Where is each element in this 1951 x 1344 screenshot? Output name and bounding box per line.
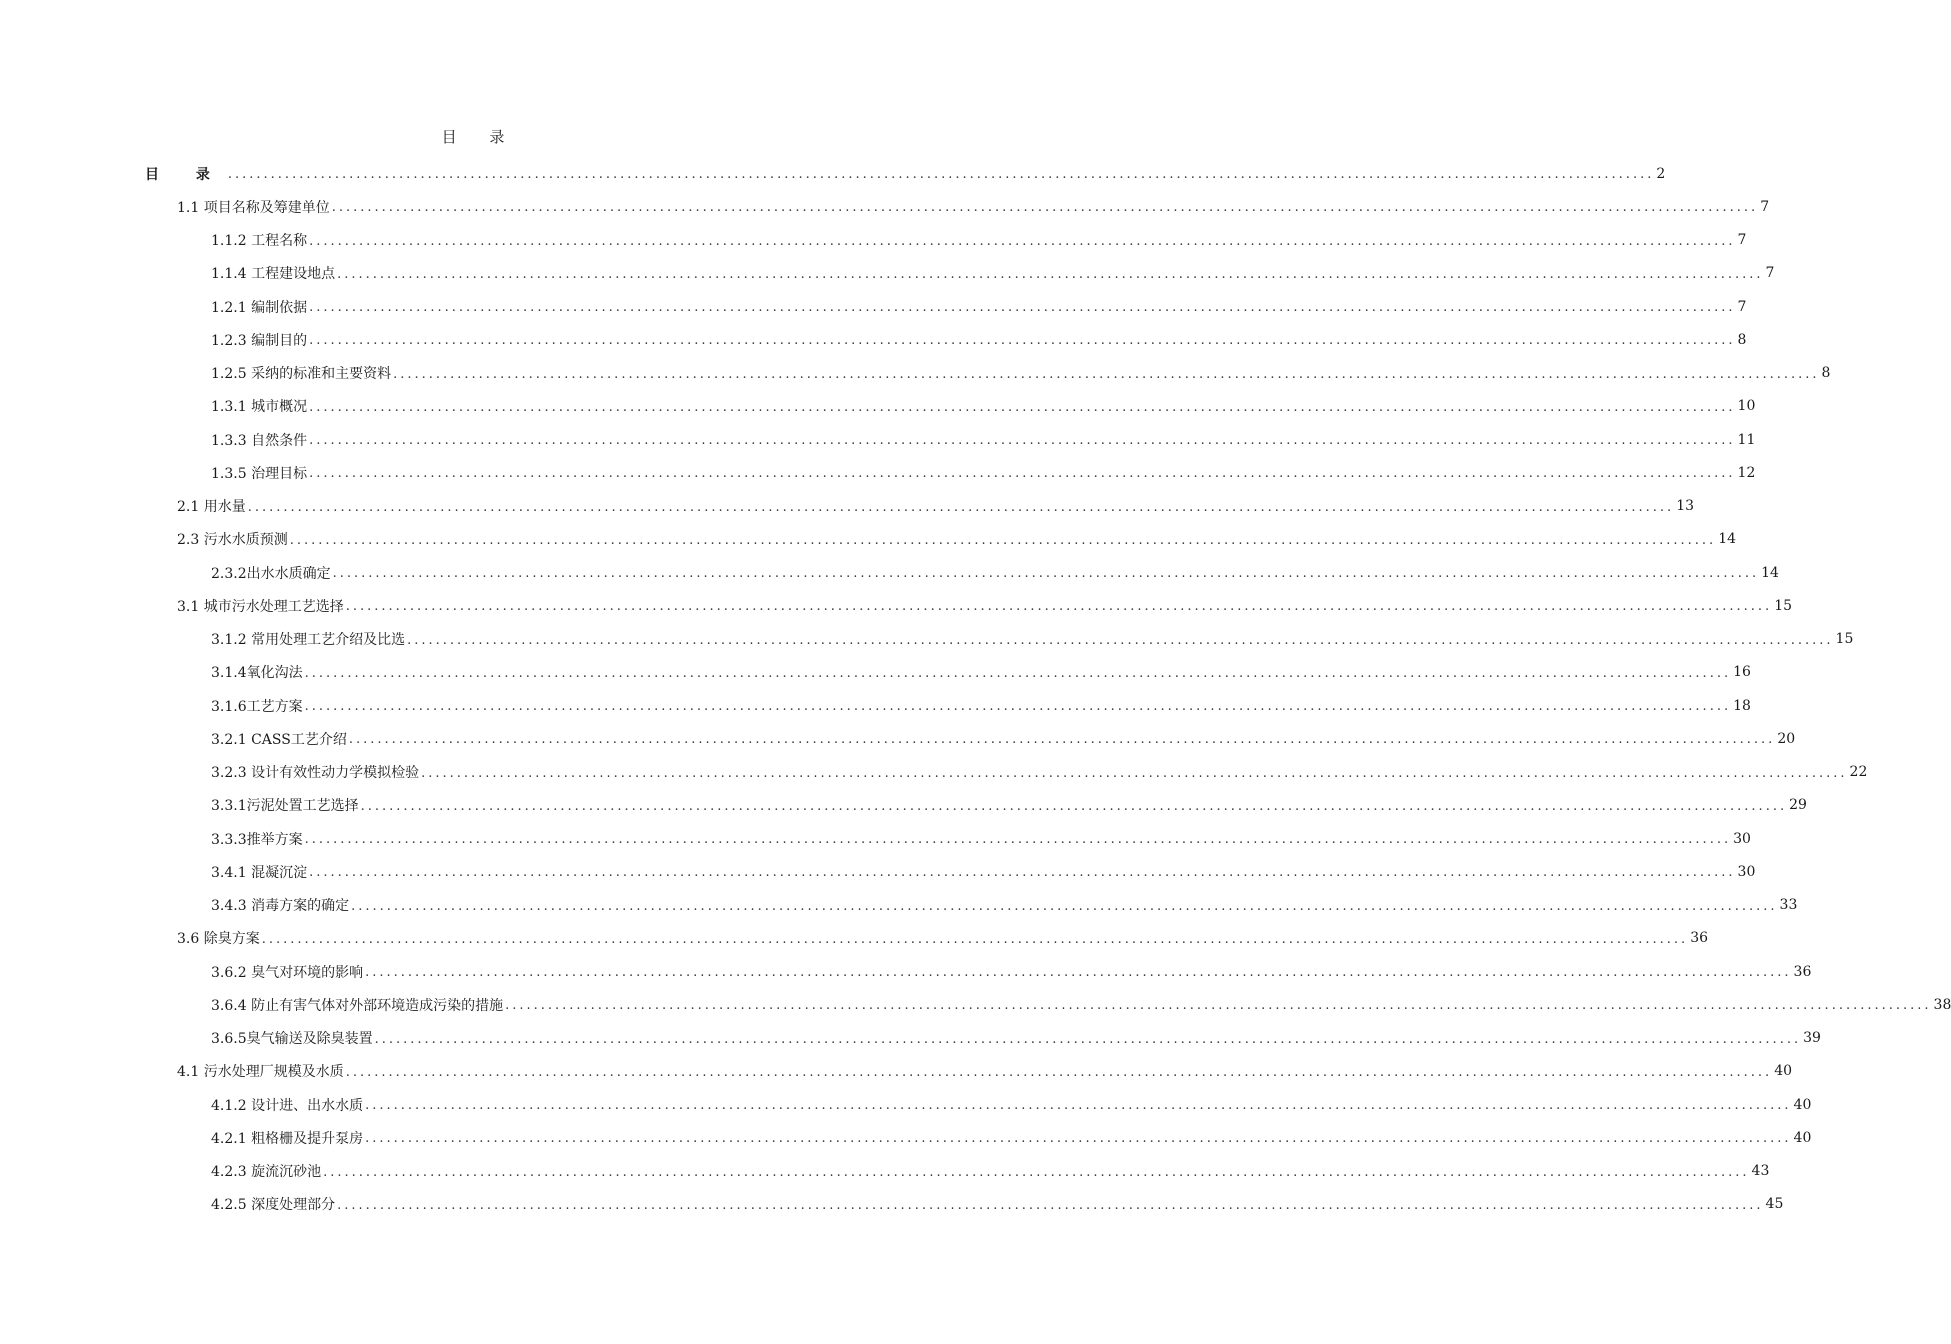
toc-entry-label: 3.6.4 防止有害气体对外部环境造成污染的措施	[211, 997, 504, 1014]
toc-entry[interactable]	[0, 623, 1854, 656]
dot-leader: ........................................................................................................................................................................................................	[374, 1031, 1802, 1047]
dot-leader: ........................................................................................................................................................................................................	[323, 1164, 1750, 1180]
toc-entry[interactable]	[0, 290, 1747, 323]
toc-entry-page-number: 20	[1777, 730, 1796, 747]
toc-entry-page-number: 7	[1737, 232, 1747, 249]
toc-entry[interactable]	[0, 390, 1756, 423]
dot-leader: ........................................................................................................................................................................................................	[365, 1098, 1792, 1114]
toc-entry[interactable]	[0, 589, 1793, 622]
toc-entry-page-number: 43	[1751, 1163, 1770, 1180]
toc-entry-page-number: 30	[1733, 830, 1751, 847]
toc-entry[interactable]	[0, 1088, 1812, 1121]
dot-leader: ........................................................................................................................................................................................................	[365, 965, 1792, 981]
toc-entry-label: 1.2.3 编制目的	[211, 332, 308, 349]
dot-leader: ........................................................................................................................................................................................................	[421, 765, 1848, 781]
toc-entry-page-number: 11	[1737, 431, 1756, 448]
dot-leader: ........................................................................................................................................................................................................	[407, 632, 1834, 648]
page-title: 目 录	[441, 128, 519, 146]
toc-entry[interactable]	[0, 922, 1709, 955]
toc-entry-page-number: 30	[1737, 863, 1756, 880]
toc-entry[interactable]	[0, 1055, 1793, 1088]
toc-entry-label: 4.2.3 旋流沉砂池	[211, 1164, 322, 1181]
toc-entry-page-number: 2	[1656, 165, 1666, 182]
toc-entry[interactable]	[0, 456, 1756, 489]
toc-entry[interactable]	[0, 1188, 1784, 1221]
toc-entry[interactable]	[0, 257, 1775, 290]
toc-entry-page-number: 45	[1765, 1196, 1784, 1213]
toc-entry[interactable]	[0, 1121, 1812, 1154]
toc-entry-label: 1.2.1 编制依据	[211, 299, 308, 316]
dot-leader: ........................................................................................................................................................................................................	[351, 898, 1778, 914]
toc-entry-label: 3.3.3推举方案	[211, 831, 303, 848]
toc-entry-label: 1.1 项目名称及筹建单位	[177, 199, 330, 216]
dot-leader: ........................................................................................................................................................................................................	[309, 865, 1736, 881]
toc-entry-page-number: 14	[1718, 531, 1737, 548]
toc-entry-label: 2.3 污水水质预测	[177, 532, 288, 549]
toc-entry-page-number: 7	[1737, 298, 1747, 315]
toc-entry[interactable]	[0, 722, 1796, 755]
toc-entry-page-number: 22	[1849, 764, 1868, 781]
toc-entry[interactable]	[0, 323, 1747, 356]
toc-entry-label: 3.2.1 CASS工艺介绍	[211, 731, 347, 748]
dot-leader: ........................................................................................................................................................................................................	[332, 566, 1760, 582]
toc-entry[interactable]	[0, 988, 1951, 1021]
toc-entry[interactable]	[0, 423, 1756, 456]
dot-leader: ........................................................................................................................................................................................................	[331, 200, 1759, 216]
dot-leader: ........................................................................................................................................................................................................	[309, 333, 1736, 349]
toc-entry[interactable]	[0, 357, 1831, 390]
toc-entry-page-number: 14	[1761, 564, 1779, 581]
dot-leader: ........................................................................................................................................................................................................	[309, 233, 1736, 249]
toc-entry-page-number: 36	[1793, 963, 1812, 980]
dot-leader: ........................................................................................................................................................................................................	[505, 998, 1932, 1014]
toc-entry-label: 1.3.3 自然条件	[211, 432, 308, 449]
toc-entry[interactable]	[0, 556, 1779, 589]
toc-entry-label: 1.3.1 城市概况	[211, 399, 308, 416]
dot-leader: ........................................................................................................................................................................................................	[345, 599, 1773, 615]
toc-entry-label: 3.2.3 设计有效性动力学模拟检验	[211, 765, 420, 782]
toc-entry-page-number: 33	[1779, 897, 1798, 914]
dot-leader: ........................................................................................................................................................................................................	[227, 167, 1655, 183]
toc-entry[interactable]	[0, 1155, 1770, 1188]
toc-entry-page-number: 8	[1821, 365, 1831, 382]
dot-leader: ........................................................................................................................................................................................................	[304, 832, 1732, 848]
toc-entry-page-number: 38	[1933, 996, 1951, 1013]
toc-entry-page-number: 7	[1765, 265, 1775, 282]
toc-entry-page-number: 36	[1690, 930, 1709, 947]
dot-leader: ........................................................................................................................................................................................................	[309, 433, 1736, 449]
dot-leader: ........................................................................................................................................................................................................	[261, 931, 1689, 947]
toc-entry[interactable]	[0, 855, 1756, 888]
toc-entry-label: 3.1 城市污水处理工艺选择	[177, 598, 344, 615]
toc-entry-page-number: 40	[1774, 1063, 1793, 1080]
toc-entry-label: 3.6.2 臭气对环境的影响	[211, 964, 364, 981]
toc-entry[interactable]	[0, 490, 1695, 523]
toc-entry-label: 3.6 除臭方案	[177, 931, 260, 948]
toc-entry-page-number: 29	[1789, 797, 1807, 814]
toc-entry-label: 1.3.5 治理目标	[211, 465, 308, 482]
toc-entry-label: 1.1.4 工程建设地点	[211, 266, 336, 283]
toc-entry-label: 3.4.1 混凝沉淀	[211, 864, 308, 881]
toc-entry-label: 4.2.1 粗格栅及提升泵房	[211, 1130, 364, 1147]
dot-leader: ........................................................................................................................................................................................................	[360, 798, 1788, 814]
toc-entry-label: 3.6.5臭气输送及除臭装置	[211, 1031, 373, 1048]
toc-entry[interactable]	[0, 789, 1807, 822]
dot-leader: ........................................................................................................................................................................................................	[365, 1131, 1792, 1147]
toc-entry-label: 目 录	[145, 166, 226, 183]
dot-leader: ........................................................................................................................................................................................................	[247, 499, 1675, 515]
table-of-contents	[0, 157, 1951, 1221]
toc-entry[interactable]	[0, 689, 1751, 722]
toc-entry-page-number: 13	[1676, 498, 1695, 515]
toc-entry[interactable]	[0, 656, 1751, 689]
dot-leader: ........................................................................................................................................................................................................	[304, 665, 1732, 681]
toc-entry-page-number: 15	[1835, 631, 1854, 648]
toc-entry-page-number: 15	[1774, 597, 1793, 614]
toc-entry-label: 2.1 用水量	[177, 499, 246, 516]
toc-entry-page-number: 40	[1793, 1096, 1812, 1113]
dot-leader: ........................................................................................................................................................................................................	[309, 399, 1736, 415]
toc-entry-page-number: 7	[1760, 198, 1770, 215]
toc-entry[interactable]	[0, 224, 1747, 257]
toc-entry[interactable]	[0, 523, 1737, 556]
toc-entry[interactable]	[0, 756, 1868, 789]
toc-entry-page-number: 12	[1737, 464, 1756, 481]
toc-entry-label: 1.1.2 工程名称	[211, 233, 308, 250]
toc-entry-label: 3.1.4氧化沟法	[211, 665, 303, 682]
dot-leader: ........................................................................................................................................................................................................	[289, 532, 1717, 548]
toc-entry[interactable]	[0, 157, 1666, 190]
dot-leader: ........................................................................................................................................................................................................	[304, 699, 1732, 715]
toc-entry-label: 4.1.2 设计进、出水水质	[211, 1097, 364, 1114]
toc-entry-label: 4.2.5 深度处理部分	[211, 1197, 336, 1214]
toc-entry-label: 3.1.6工艺方案	[211, 698, 303, 715]
toc-entry[interactable]	[0, 190, 1770, 223]
toc-entry-label: 3.4.3 消毒方案的确定	[211, 898, 350, 915]
dot-leader: ........................................................................................................................................................................................................	[393, 366, 1820, 382]
toc-entry[interactable]	[0, 889, 1798, 922]
toc-entry[interactable]	[0, 955, 1812, 988]
toc-entry-page-number: 39	[1803, 1030, 1821, 1047]
dot-leader: ........................................................................................................................................................................................................	[309, 300, 1736, 316]
toc-entry-page-number: 18	[1733, 697, 1751, 714]
toc-entry-page-number: 16	[1733, 664, 1751, 681]
toc-entry-page-number: 40	[1793, 1129, 1812, 1146]
toc-entry-page-number: 10	[1737, 398, 1756, 415]
toc-entry[interactable]	[0, 1022, 1821, 1055]
dot-leader: ........................................................................................................................................................................................................	[309, 466, 1736, 482]
toc-entry-label: 1.2.5 采纳的标准和主要资料	[211, 366, 392, 383]
toc-entry-label: 2.3.2出水水质确定	[211, 565, 331, 582]
toc-entry-page-number: 8	[1737, 331, 1747, 348]
dot-leader: ........................................................................................................................................................................................................	[348, 732, 1776, 748]
toc-entry-label: 3.1.2 常用处理工艺介绍及比选	[211, 632, 406, 649]
dot-leader: ........................................................................................................................................................................................................	[345, 1064, 1773, 1080]
toc-entry[interactable]	[0, 822, 1751, 855]
dot-leader: ........................................................................................................................................................................................................	[337, 1197, 1764, 1213]
dot-leader: ........................................................................................................................................................................................................	[337, 266, 1764, 282]
toc-entry-label: 4.1 污水处理厂规模及水质	[177, 1064, 344, 1081]
toc-entry-label: 3.3.1污泥处置工艺选择	[211, 798, 359, 815]
